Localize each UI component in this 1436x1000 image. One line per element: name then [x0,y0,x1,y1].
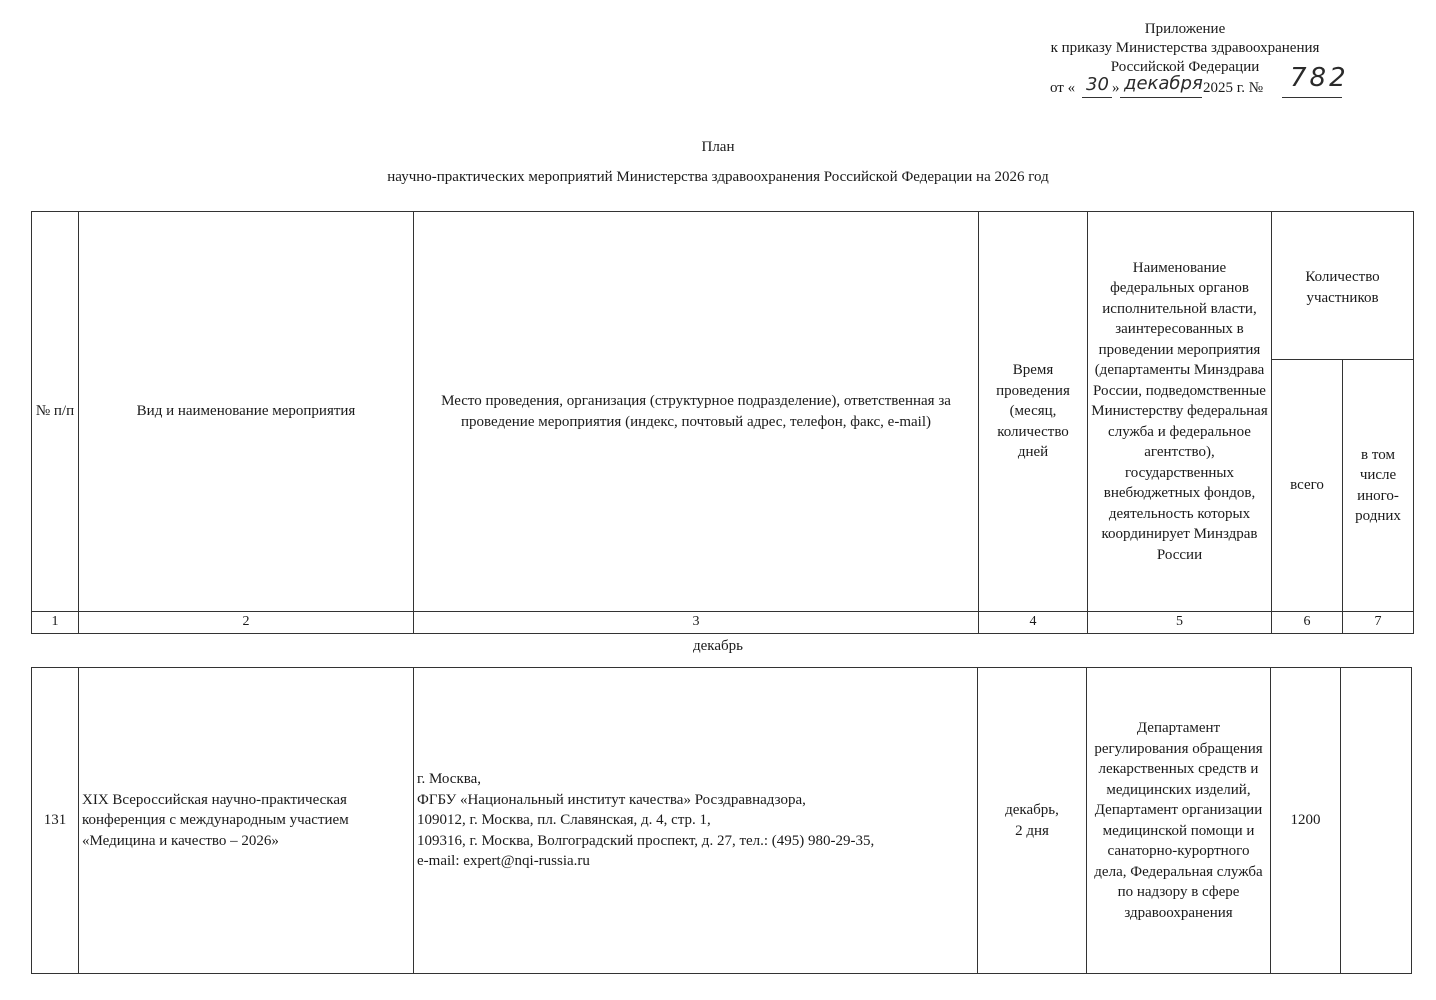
row-authorities: Департамент регулирования обращения лекарственных средств и медицинских изделий, Департамент организации медицинской помощи и санаторно-курортного дела, Федеральная служба по надзору в сфере здравоохранения [1087,668,1271,974]
row-time-days: 2 дня [1015,822,1049,839]
order-prefix: от « [1050,80,1076,96]
header-number: № п/п [32,212,79,612]
plan-header-table [31,211,1414,634]
row-foreign [1341,668,1412,974]
col-number-4: 4 [979,612,1088,634]
row-time-month: декабрь, [1005,802,1059,818]
order-month: декабря [1124,73,1203,94]
row-place-line: 109012, г. Москва, пл. Славянская, д. 4, стр. 1, [417,812,711,829]
order-day: 30 [1086,74,1109,95]
header-participants-group: Количество участников [1272,212,1414,360]
col-number-5: 5 [1088,612,1272,634]
row-place-line: e-mail: expert@nqi-russia.ru [417,853,590,870]
header-foreign: в том числе иного-родних [1343,360,1414,612]
appendix-title: Приложение [1144,21,1226,37]
row-total: 1200 [1271,668,1341,974]
header-authorities: Наименование федеральных органов исполнительной власти, заинтересованных в проведении мероприятия (департаменты Минздрава России, подведомственные Министерству федеральная служба и федеральное агентство), государственных внебюджетных фондов, деятельность которых координирует Минздрав России [1088,212,1272,612]
row-event-name: XIX Всероссийская научно-практическая конференция с международным участием «Медицина и качество – 2026» [79,668,414,974]
row-number: 131 [32,668,79,974]
order-year: 2025 г. № [1203,80,1264,96]
header-place: Место проведения, организация (структурное подразделение), ответственная за проведение мероприятия (индекс, почтовый адрес, телефон, факс, e-mail) [414,212,979,612]
row-place-line: 109316, г. Москва, Волгоградский проспект, д. 27, тел.: (495) 980-29-35, [417,832,875,849]
document-subtitle: научно-практических мероприятий Министерства здравоохранения Российской Федерации на 2026 год [387,169,1049,185]
header-total: всего [1272,360,1343,612]
col-number-2: 2 [79,612,414,634]
col-number-3: 3 [414,612,979,634]
month-label: декабрь [693,638,743,654]
appendix-line-order: к приказу Министерства здравоохранения [1050,40,1320,56]
header-event-name: Вид и наименование мероприятия [79,212,414,612]
table-row [32,668,1412,974]
row-place-line: ФГБУ «Национальный институт качества» Росздравнадзора, [417,791,806,808]
row-place-line: г. Москва, [417,771,482,788]
order-number: 782 [1290,63,1349,93]
plan-data-table [31,667,1412,974]
appendix-line-federation: Российской Федерации [1110,59,1260,75]
col-number-6: 6 [1272,612,1343,634]
document-title: План [701,139,735,155]
row-time [978,668,1087,974]
order-quote-close: » [1112,80,1120,96]
col-number-7: 7 [1343,612,1414,634]
header-time: Время проведения (месяц, количество дней [979,212,1088,612]
row-place [414,668,978,974]
col-number-1: 1 [32,612,79,634]
appendix-header [1000,20,1370,103]
